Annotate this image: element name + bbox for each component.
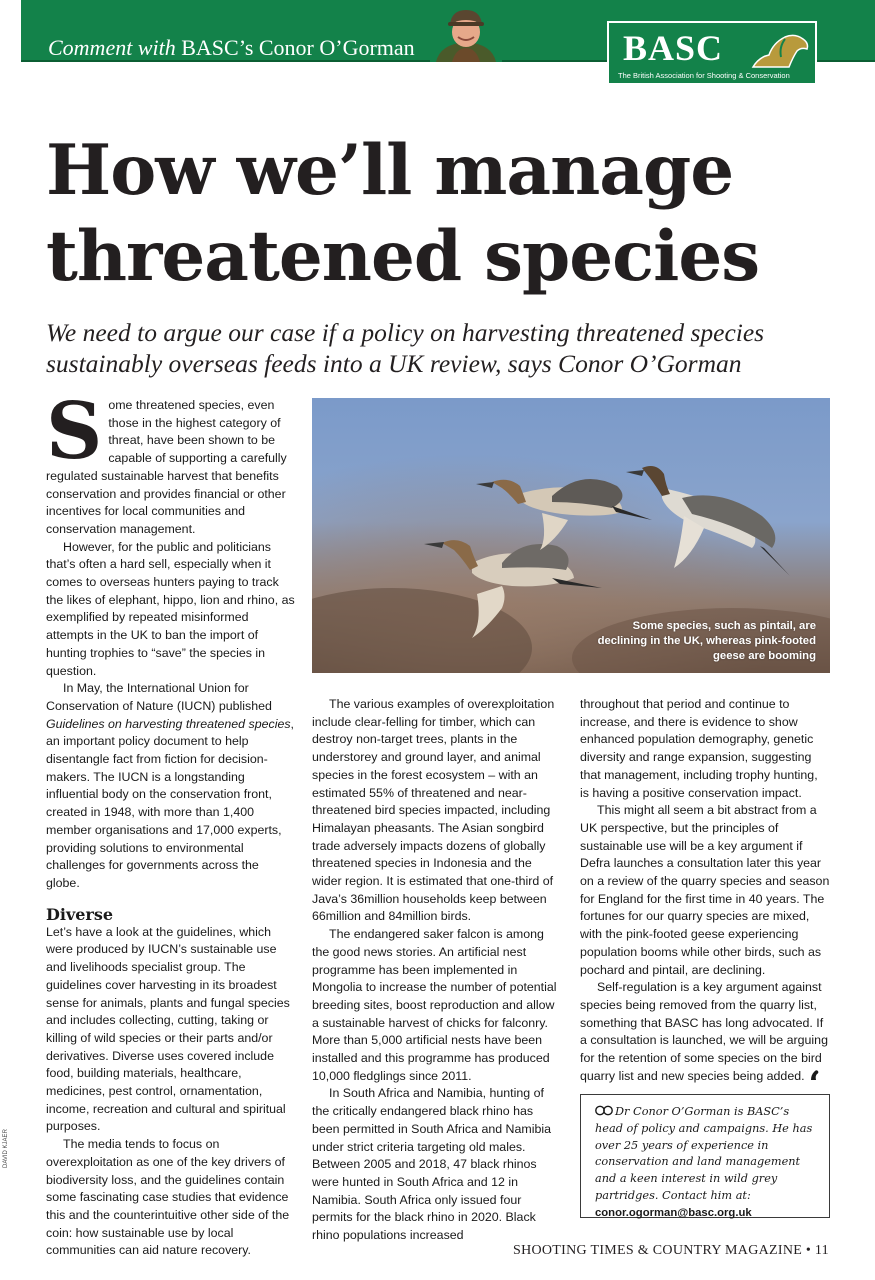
photo-caption: Some species, such as pintail, are declining in the UK, whereas pink-footed geese are booming	[597, 620, 816, 662]
dog-end-mark-icon	[809, 1069, 819, 1080]
paragraph: throughout that period and continue to increase, and there is evidence to show enhanced population demography, genetic diversity and range expansion, suggesting that management, including trophy hunting, is having a positive conservation impact.	[580, 697, 818, 800]
standfirst: We need to argue our case if a policy on harvesting threatened species sustainably overseas feeds into a UK review, says Conor O’Gorman	[46, 318, 765, 378]
author-email-link[interactable]: conor.ogorman@basc.org.uk	[595, 1206, 752, 1219]
photo-credit: DAVID KJAER	[3, 1129, 9, 1168]
body-column-2	[312, 696, 562, 1245]
headline: How we’ll manage threatened species	[46, 130, 760, 297]
column-heading-prefix: Comment with	[48, 35, 176, 60]
subheading: Diverse	[46, 904, 114, 924]
body-column-1	[46, 386, 296, 1260]
paragraph: Let’s have a look at the guidelines, which were produced by IUCN’s sustainable use and livelihoods specialist group. The guidelines cover harvesting in its broadest sense for animals, plants and fungal species and includes collecting, cutting, taking or killing of wild species or their parts and/or derivatives. Diverse uses covered include food, building materials, healthcare, medicines, pest control, ornamentation, income, recreation and cultural and spiritual purposes.	[46, 924, 290, 1134]
body-column-3	[580, 696, 830, 1085]
paragraph-text: , an important policy document to help disentangle fact from fiction for decision-makers. The IUCN is a longstanding influential body on the conservation front, created in 1948, with more than 1,400 member organisations and 17,000 experts, providing solutions to environmental challenges for governments across the globe.	[46, 716, 294, 890]
paragraph	[580, 979, 830, 1085]
paragraph: However, for the public and politicians that’s often a hard sell, especially when it comes to overseas hunters paying to track the likes of elephant, hippo, lion and rhino, as exemplified by repeated misinformed attempts in the UK to ban the import of hunting trophies to “save” the species in question.	[46, 539, 295, 678]
column-heading	[48, 35, 415, 61]
paragraph: The endangered saker falcon is among the good news stories. An artificial nest programme has been implemented in Mongolia to increase the number of potential breeding sites, boost reproduction and allow a sustainable harvest of chicks for falconry. More than 5,000 artificial nests have been installed and this programme has produced 10,000 fledglings since 2011.	[312, 927, 557, 1083]
paragraph: The media tends to focus on overexploitation as one of the key drivers of biodiversity loss, and the guidelines contain some fascinating case studies that evidence this and the counterintuitive other side of the coin: how sustainable use by local communities can aid nature recovery.	[46, 1137, 290, 1258]
pintail-photo	[312, 398, 830, 673]
author-bio: Dr Conor O’Gorman is BASC’s head of policy and campaigns. He has over 25 years of experience in conservation and land management and a keen interest in wild grey partridges. Contact him at:	[595, 1105, 813, 1202]
paragraph: The various examples of overexploitation include clear-felling for timber, which can destroy non-target trees, plants in the understorey and ground layer, and animal species in the forest ecosystem – with an estimated 55% of threatened and near-threatened bird species impacted, including Himalayan pheasants. The Asian songbird trade adversely impacts dozens of globally threatened species in Indonesia and the wider region. It is estimated that one-third of Java’s 36million households keep between 66million and 84million birds.	[312, 697, 555, 924]
publication-title: Guidelines on harvesting threatened species	[46, 716, 291, 731]
logo-wordmark: BASC	[623, 28, 724, 68]
author-bio-box	[580, 1094, 830, 1218]
dog-head-icon	[749, 29, 811, 69]
logo-tagline: The British Association for Shooting & Conservation	[618, 71, 790, 80]
column-heading-author: BASC’s Conor O’Gorman	[175, 35, 415, 60]
paragraph-text: In May, the International Union for Conservation of Nature (IUCN) published	[46, 681, 272, 713]
paragraph: This might all seem a bit abstract from a UK perspective, but the principles of sustainable use will be a key argument if Defra launches a consultation later this year on a review of the quarry species and season for England for the first time in 40 years. The fortunes for our quarry species are mixed, with the pink-footed geese experiencing population booms while other birds, such as pochard and pintail, are declining.	[580, 803, 830, 977]
drop-cap: S	[46, 386, 103, 477]
paragraph	[46, 386, 296, 539]
paragraph-text: ome threatened species, even those in the highest category of threat, have been shown to be capable of supporting a carefully regulated sustainable harvest that benefits conservation and provides financial or other incentives for local communities and conservation management.	[46, 398, 287, 536]
paragraph-text: Self-regulation is a key argument against species being removed from the quarry list, something that BASC has long advocated. If a consultation is launched, we will be arguing for the retention of some species on the bird quarry list and new species being added.	[580, 980, 828, 1083]
page-footer: SHOOTING TIMES & COUNTRY MAGAZINE • 11	[512, 1243, 829, 1258]
basc-logo	[607, 21, 817, 85]
paragraph	[46, 680, 296, 892]
paragraph: In South Africa and Namibia, hunting of the critically endangered black rhino has been permitted in South Africa and Namibia under strict criteria targeting old males. Between 2005 and 2018, 47 black rhinos were hunted in South Africa and 12 in Namibia. South Africa only issued four permits for the black rhino in 2020. Black rhino populations increased	[312, 1086, 552, 1243]
author-portrait-image	[430, 6, 502, 62]
binoculars-icon	[595, 1105, 613, 1116]
